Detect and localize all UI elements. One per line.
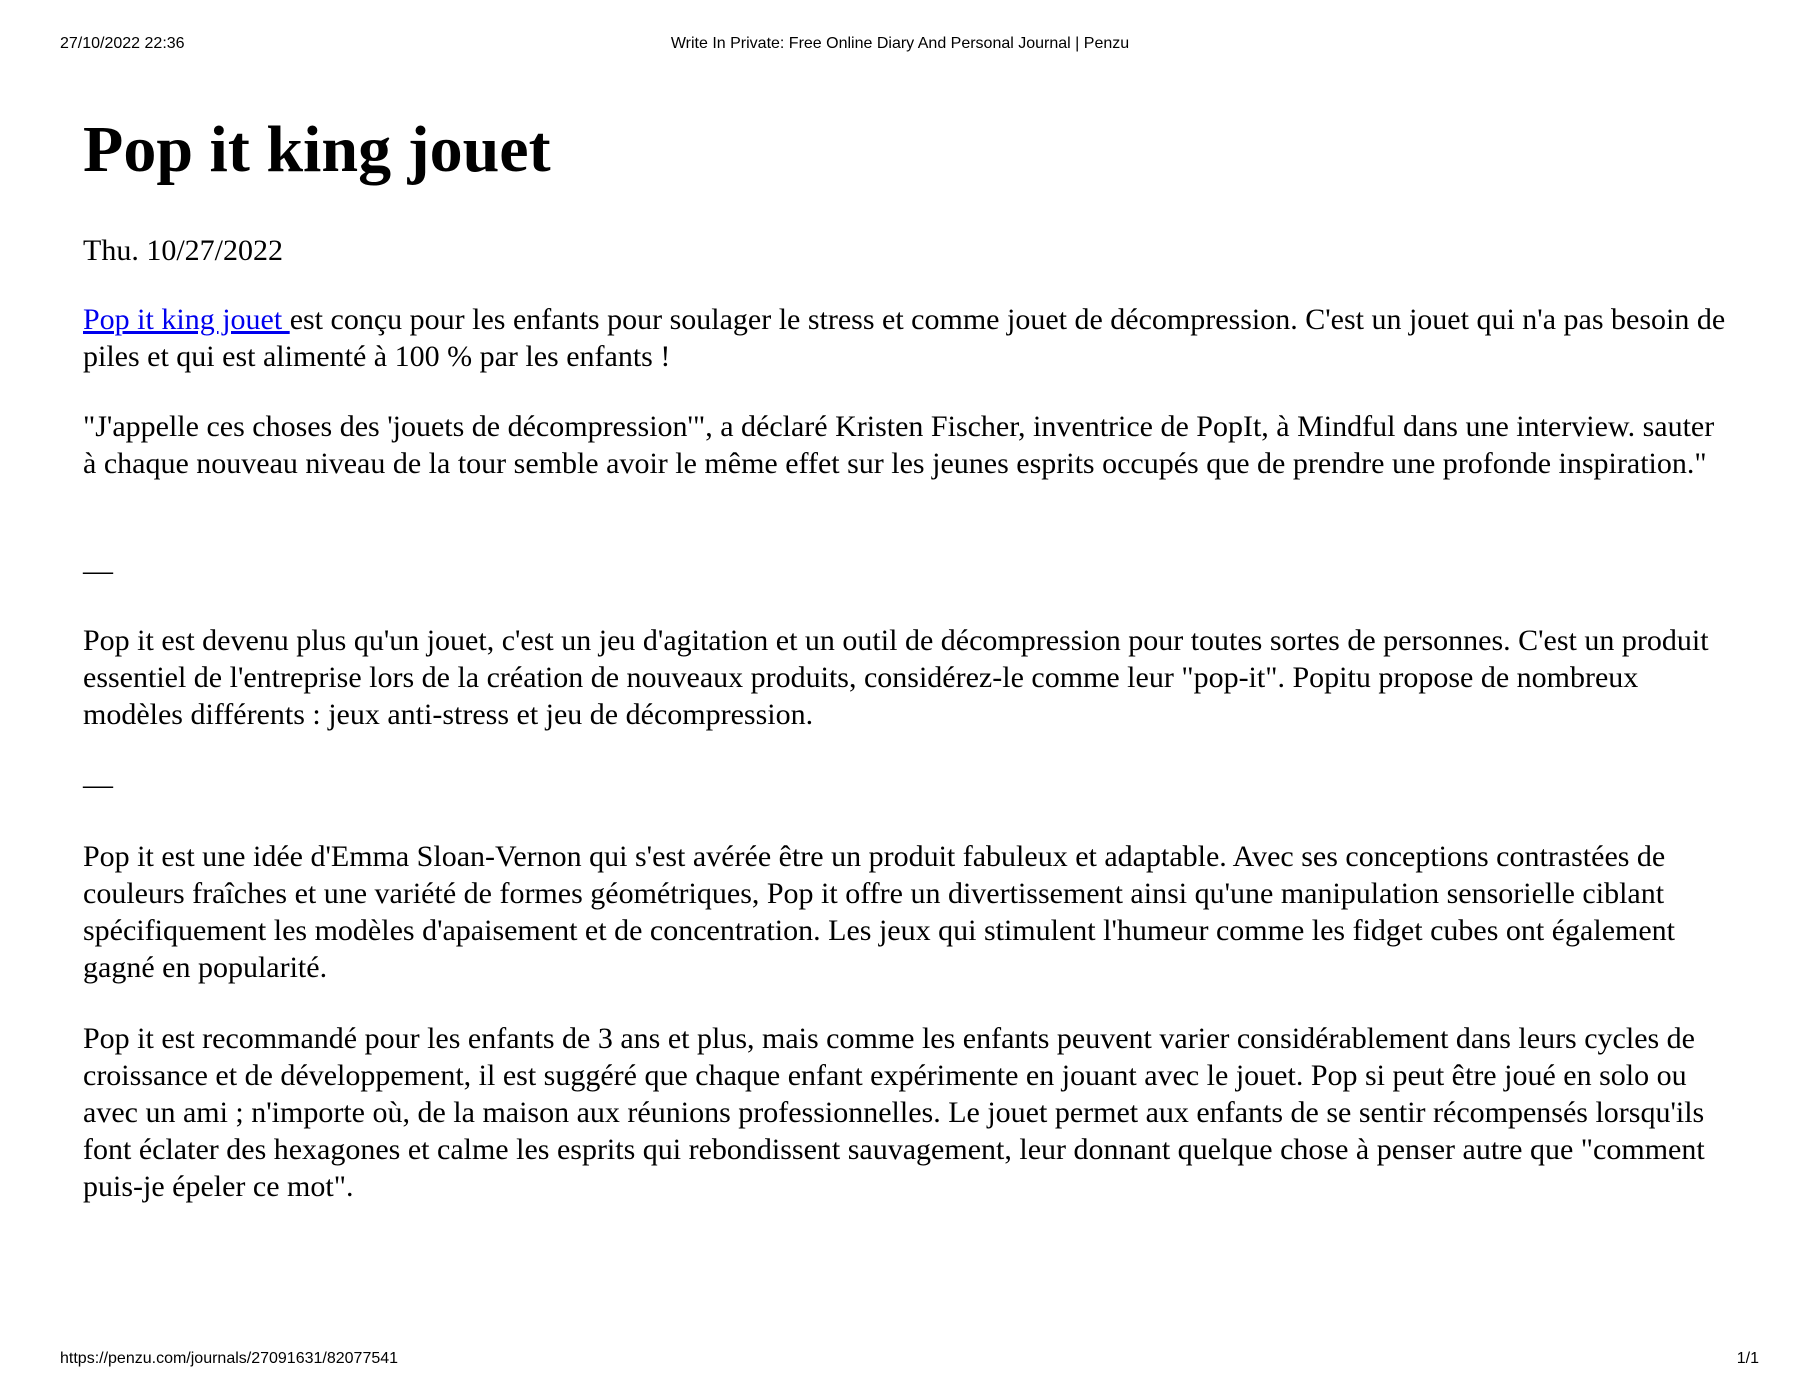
separator-2: —: [83, 768, 113, 801]
separator-1: —: [83, 554, 113, 587]
print-page-title: Write In Private: Free Online Diary And Personal Journal | Penzu: [670, 35, 1130, 52]
paragraph-1: [83, 301, 1733, 375]
paragraph-3: Pop it est devenu plus qu'un jouet, c'est un jeu d'agitation et un outil de décompression pour toutes sortes de personnes. C'est un produit essentiel de l'entreprise lors de la création de nouveaux produits, considérez-le comme leur "pop-it". Popitu propose de nombreux modèles différents : jeux anti-stress et jeu de décompression.: [83, 624, 1709, 731]
print-url: https://penzu.com/journals/27091631/82077541: [60, 1350, 399, 1367]
paragraph-5: Pop it est recommandé pour les enfants de 3 ans et plus, mais comme les enfants peuvent varier considérablement dans leurs cycles de croissance et de développement, il est suggéré que chaque enfant expérimente en jouant avec le jouet. Pop si peut être joué en solo ou avec un ami ; n'importe où, de la maison aux réunions professionnelles. Le jouet permet aux enfants de se sentir récompensés lorsqu'ils font éclater des hexagones et calme les esprits qui rebondissent sauvagement, leur donnant quelque chose à penser autre que "comment puis-je épeler ce mot".: [83, 1022, 1705, 1203]
print-datetime: 27/10/2022 22:36: [60, 35, 185, 52]
pop-it-king-jouet-link[interactable]: Pop it king jouet: [83, 303, 290, 336]
paragraph-1-text: est conçu pour les enfants pour soulager le stress et comme jouet de décompression. C'est un jouet qui n'a pas besoin de piles et qui est alimenté à 100 % par les enfants !: [83, 303, 1726, 373]
entry-title: Pop it king jouet: [83, 113, 551, 186]
print-page-number: 1/1: [1736, 1350, 1759, 1367]
entry-date: Thu. 10/27/2022: [83, 234, 283, 267]
paragraph-2: "J'appelle ces choses des 'jouets de décompression'", a déclaré Kristen Fischer, inventrice de PopIt, à Mindful dans une interview. sauter à chaque nouveau niveau de la tour semble avoir le même effet sur les jeunes esprits occupés que de prendre une profonde inspiration.": [83, 410, 1715, 480]
paragraph-4: Pop it est une idée d'Emma Sloan-Vernon qui s'est avérée être un produit fabuleux et adaptable. Avec ses conceptions contrastées de couleurs fraîches et une variété de formes géométriques, Pop it offre un divertissement ainsi qu'une manipulation sensorielle ciblant spécifiquement les modèles d'apaisement et de concentration. Les jeux qui stimulent l'humeur comme les fidget cubes ont également gagné en popularité.: [83, 840, 1675, 984]
